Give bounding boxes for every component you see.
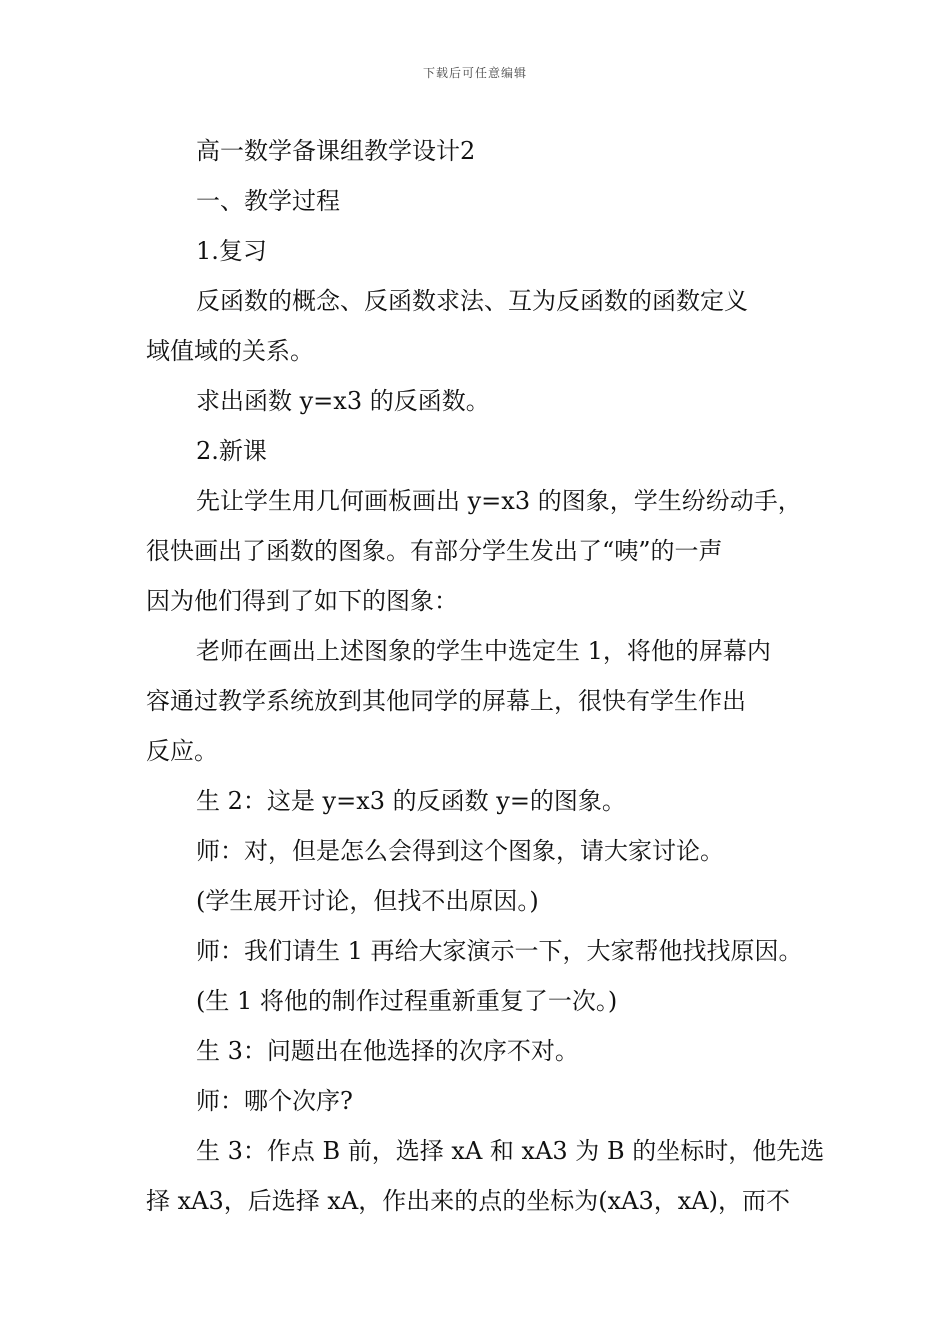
dialogue-line: 师：对，但是怎么会得到这个图象，请大家讨论。 xyxy=(196,837,724,865)
page-header: 下载后可任意编辑 xyxy=(422,66,527,80)
paragraph-line: 反函数的概念、反函数求法、互为反函数的函数定义 xyxy=(196,287,748,315)
paragraph-line: 容通过教学系统放到其他同学的屏幕上，很快有学生作出 xyxy=(146,687,746,715)
dialogue-line: 师：哪个次序? xyxy=(196,1087,353,1115)
subsection-heading: 2.新课 xyxy=(196,437,267,465)
paragraph-line: 很快画出了函数的图象。有部分学生发出了“咦”的一声 xyxy=(146,537,723,565)
dialogue-line: 生 3：作点 B 前，选择 xA 和 xA3 为 B 的坐标时，他先选 xyxy=(196,1137,825,1165)
section-heading: 一、教学过程 xyxy=(196,187,340,215)
paragraph-line: 反应。 xyxy=(146,737,218,765)
dialogue-line: (生 1 将他的制作过程重新重复了一次。) xyxy=(196,987,618,1015)
paragraph-line: 老师在画出上述图象的学生中选定生 1，将他的屏幕内 xyxy=(196,637,771,665)
paragraph-line: 先让学生用几何画板画出 y=x3 的图象，学生纷纷动手， xyxy=(196,487,802,515)
paragraph-line: 域值域的关系。 xyxy=(146,337,314,365)
subsection-heading: 1.复习 xyxy=(196,237,267,265)
dialogue-line: 生 2：这是 y=x3 的反函数 y=的图象。 xyxy=(196,787,626,815)
paragraph-line: 求出函数 y=x3 的反函数。 xyxy=(196,387,490,415)
dialogue-line: (学生展开讨论，但找不出原因。) xyxy=(196,887,539,915)
dialogue-line: 生 3：问题出在他选择的次序不对。 xyxy=(196,1037,579,1065)
paragraph-line: 因为他们得到了如下的图象： xyxy=(146,587,458,615)
dialogue-line: 师：我们请生 1 再给大家演示一下，大家帮他找找原因。 xyxy=(196,937,803,965)
document-body xyxy=(146,126,825,1226)
dialogue-line: 择 xA3，后选择 xA，作出来的点的坐标为(xA3，xA)，而不 xyxy=(146,1187,790,1215)
document-title: 高一数学备课组教学设计2 xyxy=(196,137,476,165)
